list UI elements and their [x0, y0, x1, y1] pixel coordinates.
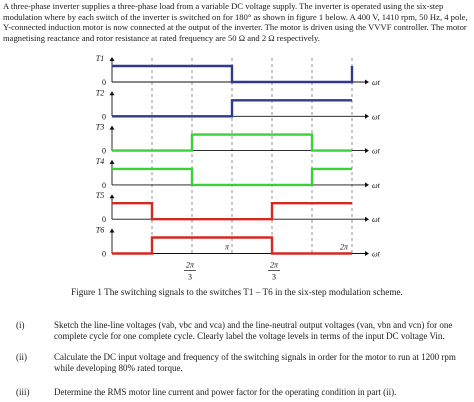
- waveform-T4: [112, 169, 352, 185]
- axis-arrow-up-T1: [110, 57, 115, 61]
- figure-caption: Figure 1 The switching signals to the switches T1 – T6 in the six-step modulation scheme.: [71, 287, 403, 297]
- axis-arrow-right-T3: [365, 148, 369, 153]
- signal-label-T3: T3: [95, 122, 105, 132]
- axis-arrow-right-T4: [365, 182, 369, 187]
- tick-frac-den-240: 3: [272, 272, 276, 282]
- question-2-number: (ii): [16, 352, 27, 362]
- axis-arrow-up-T5: [110, 194, 115, 198]
- zero-label-T5: 0: [102, 215, 106, 225]
- question-1-number: (i): [16, 320, 25, 330]
- axis-arrow-up-T3: [110, 126, 115, 130]
- waveform-T1: [112, 66, 352, 82]
- axis-arrow-up-T4: [110, 160, 115, 164]
- signal-label-T2: T2: [95, 88, 105, 98]
- tick-frac-den-120: 3: [188, 272, 192, 282]
- axis-arrow-right-T1: [365, 80, 369, 85]
- tick-frac-num-240: 2π: [269, 260, 279, 270]
- zero-label-T4: 0: [102, 180, 106, 190]
- question-3-text: Determine the RMS motor line current and power factor for the operating condition in part (ii).: [54, 387, 397, 397]
- zero-label-T6: 0: [102, 249, 106, 259]
- waveform-T2: [112, 100, 352, 116]
- tick-frac-num-120: 2π: [185, 260, 195, 270]
- axis-arrow-up-T6: [110, 229, 115, 233]
- axis-label-T1: ωt: [372, 78, 380, 87]
- switching-signals-figure: [0, 52, 474, 284]
- zero-label-T3: 0: [102, 146, 106, 156]
- signal-label-T5: T5: [95, 191, 105, 201]
- axis-label-T5: ωt: [372, 215, 380, 225]
- signal-label-T1: T1: [95, 54, 105, 63]
- question-1-text: Sketch the line-line voltages (vab, vbc and vca) and the line-neutral output voltages (van, vbn and vcn) for one complete cycle for one complete cycle. Clearly label the voltage levels in terms of the input DC voltage Vin.: [54, 320, 453, 342]
- intro-paragraph: A three-phase inverter supplies a three-phase load from a variable DC voltage supply. The inverter is operated using the six-step modulation where by each switch of the inverter is switched on for 180° as shown in figure 1 below. A 400 V, 1410 rpm, 50 Hz, 4 pole, Y-connected induction motor is now connected at the output of the inverter. The motor is driven using the VVVF controller. The motor magnetising reactance and rotor resistance at rated frequency are 50 Ω and 2 Ω respectively.: [3, 1, 468, 43]
- axis-label-T6: ωt: [372, 249, 380, 259]
- signal-label-T4: T4: [95, 156, 105, 166]
- tick-label-2pi: 2π: [339, 242, 348, 252]
- question-3-number: (iii): [16, 387, 30, 397]
- axis-label-T3: ωt: [372, 146, 380, 156]
- axis-arrow-right-T2: [365, 114, 369, 119]
- axis-arrow-up-T2: [110, 91, 115, 95]
- question-2-text: Calculate the DC input voltage and frequency of the switching signals in order for the motor to run at 1200 rpm while developing 80% rated torque.: [54, 352, 456, 374]
- axis-label-T2: ωt: [372, 112, 380, 122]
- problem-statement: [3, 1, 471, 43]
- signal-label-T6: T6: [95, 225, 105, 235]
- zero-label-T1: 0: [102, 78, 106, 87]
- axis-arrow-right-T6: [365, 251, 369, 256]
- tick-label-pi: π: [224, 242, 229, 252]
- zero-label-T2: 0: [102, 112, 106, 122]
- axis-label-T4: ωt: [372, 180, 380, 190]
- axis-arrow-right-T5: [365, 217, 369, 222]
